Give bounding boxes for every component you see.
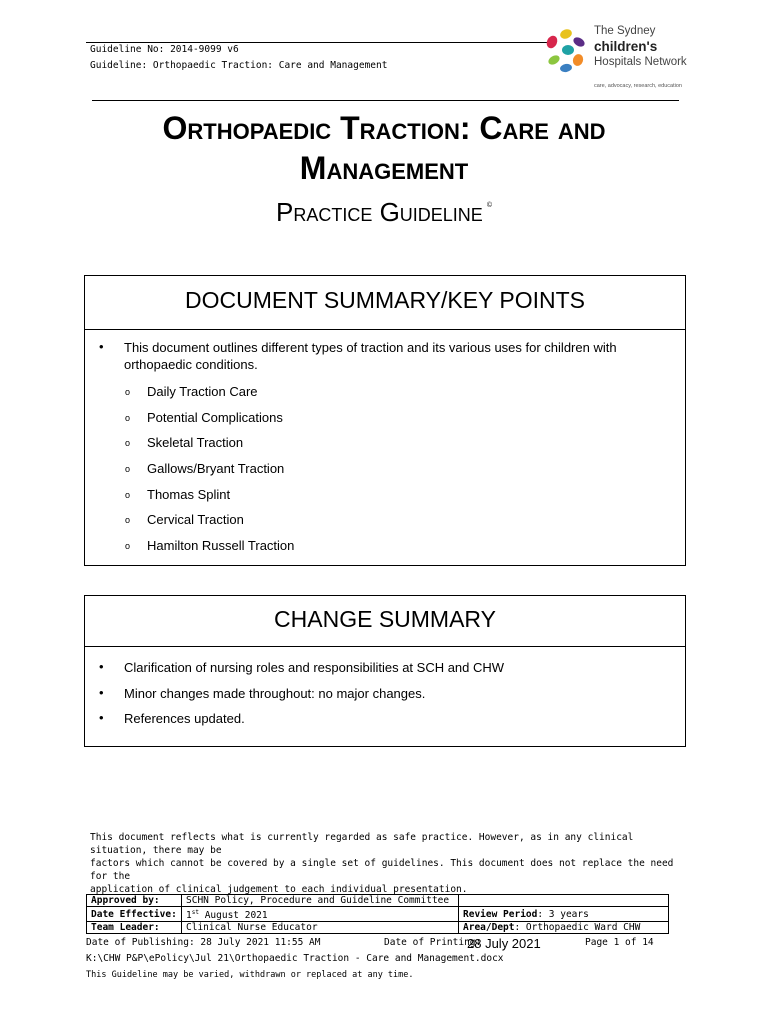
approved-by-value: SCHN Policy, Procedure and Guideline Committee	[182, 895, 459, 907]
review-period-cell	[459, 907, 669, 922]
sub-item: Hamilton Russell Traction	[147, 538, 295, 553]
logo-text-line1: The Sydney	[594, 25, 656, 37]
bullet-dot: •	[99, 339, 104, 354]
sub-item: Potential Complications	[147, 410, 283, 425]
date-of-printing-label: Date of Printing:	[384, 937, 482, 948]
sub-marker: o	[125, 413, 131, 423]
change-item: Minor changes made throughout: no major changes.	[124, 686, 426, 701]
summary-box	[84, 275, 686, 566]
table-row	[87, 907, 669, 922]
sub-marker: o	[125, 490, 131, 500]
review-period-value: : 3 years	[537, 908, 589, 920]
date-effective-label: Date Effective:	[87, 907, 182, 922]
date-day: 1	[186, 910, 192, 922]
header-bottom-rule	[92, 100, 679, 101]
header-top-rule	[86, 42, 556, 43]
sub-item: Daily Traction Care	[147, 384, 258, 399]
summary-heading: DOCUMENT SUMMARY/KEY POINTS	[85, 276, 685, 330]
empty-cell	[459, 895, 669, 907]
review-period-label: Review Period	[463, 908, 538, 920]
sub-marker: o	[125, 515, 131, 525]
bullet-dot: •	[99, 659, 104, 674]
date-rest: August 2021	[198, 910, 268, 922]
logo-text-line3: Hospitals Network	[594, 56, 687, 68]
logo-text-line2: children's	[594, 39, 658, 54]
table-row	[87, 922, 669, 934]
approved-by-label: Approved by:	[87, 895, 182, 907]
document-title-line1: Orthopaedic Traction: Care and	[162, 110, 606, 146]
disclaimer-line: This document reflects what is currently regarded as safe practice. However, as in any clinical situation, there may be	[90, 832, 634, 856]
sub-marker: o	[125, 387, 131, 397]
change-item: References updated.	[124, 711, 245, 726]
sub-marker: o	[125, 438, 131, 448]
file-path: K:\CHW P&P\ePolicy\Jul 21\Orthopaedic Traction - Care and Management.docx	[86, 953, 504, 964]
area-dept-label: Area/Dept	[463, 922, 515, 934]
table-row	[87, 895, 669, 907]
page-number: Page 1 of 14	[585, 937, 654, 948]
schn-logo	[544, 24, 694, 94]
guideline-number: Guideline No: 2014-9099 v6	[90, 44, 239, 55]
sub-item: Cervical Traction	[147, 512, 244, 527]
sub-marker: o	[125, 464, 131, 474]
logo-petal	[571, 53, 585, 68]
copyright-mark: ©	[486, 202, 492, 209]
bullet-dot: •	[99, 710, 104, 725]
area-dept-value: : Orthopaedic Ward CHW	[514, 922, 641, 934]
footer-note: This Guideline may be varied, withdrawn or replaced at any time.	[86, 970, 414, 980]
date-of-printing-value: 28 July 2021	[467, 936, 541, 951]
sub-marker: o	[125, 541, 131, 551]
guideline-title-header: Guideline: Orthopaedic Traction: Care and Management	[90, 60, 388, 71]
area-dept-cell	[459, 922, 669, 934]
bullet-dot: •	[99, 685, 104, 700]
logo-petal	[562, 45, 574, 55]
disclaimer-line: application of clinical judgement to each individual presentation.	[90, 884, 468, 895]
logo-petal	[547, 54, 561, 67]
logo-petal	[545, 34, 560, 50]
logo-petal	[572, 36, 586, 49]
date-of-publishing: Date of Publishing: 28 July 2021 11:55 AM	[86, 937, 321, 948]
logo-petal	[559, 63, 572, 73]
logo-tagline: care, advocacy, research, education	[594, 83, 682, 89]
sub-item: Gallows/Bryant Traction	[147, 461, 285, 476]
disclaimer-line: factors which cannot be covered by a single set of guidelines. This document does not replace the need for the	[90, 858, 674, 882]
date-suffix: st	[191, 909, 199, 916]
logo-petal	[559, 28, 573, 40]
document-subtitle	[0, 197, 768, 228]
change-item: Clarification of nursing roles and responsibilities at SCH and CHW	[124, 660, 505, 675]
change-summary-heading: CHANGE SUMMARY	[85, 596, 685, 647]
team-leader-label: Team Leader:	[87, 922, 182, 934]
approval-table	[86, 894, 669, 934]
team-leader-value: Clinical Nurse Educator	[182, 922, 459, 934]
subtitle-text: Practice Guideline	[276, 197, 483, 227]
change-summary-box	[84, 595, 686, 747]
document-title-line2: Management	[299, 150, 469, 186]
disclaimer	[90, 831, 680, 896]
sub-item: Skeletal Traction	[147, 435, 244, 450]
date-effective-value	[182, 907, 459, 922]
sub-item: Thomas Splint	[147, 487, 231, 502]
logo-mark-icon	[544, 28, 588, 74]
summary-bullet-line1: This document outlines different types of traction and its various uses for children with	[124, 340, 617, 355]
summary-bullet-line2: orthopaedic conditions.	[124, 357, 258, 372]
